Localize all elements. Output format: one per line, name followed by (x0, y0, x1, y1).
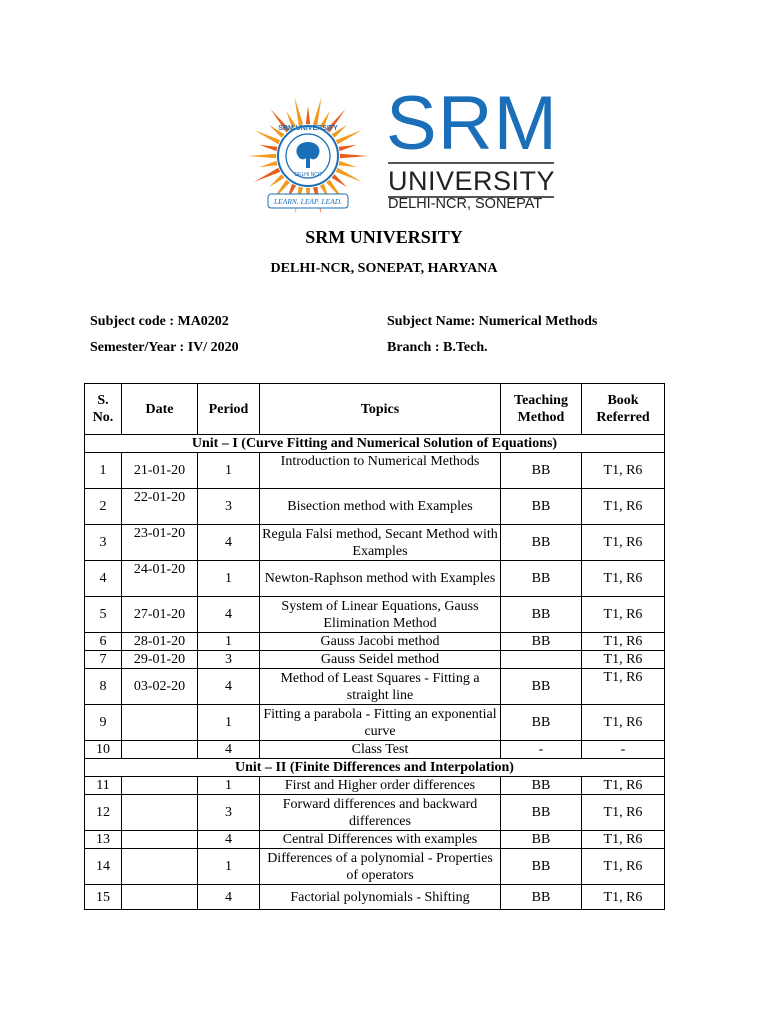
cell-book: T1, R6 (582, 597, 665, 633)
unit-1-heading: Unit – I (Curve Fitting and Numerical Solution of Equations) (85, 435, 665, 453)
cell-period: 1 (198, 561, 260, 597)
cell-book: T1, R6 (582, 651, 665, 669)
table-row (85, 489, 665, 525)
cell-method: BB (501, 705, 582, 741)
sun-ray (248, 154, 276, 158)
sun-ray (340, 154, 368, 158)
page-title: SRM UNIVERSITY (305, 227, 463, 247)
cell-date: 28-01-20 (122, 633, 198, 651)
cell-sno: 13 (85, 831, 122, 849)
cell-period: 3 (198, 489, 260, 525)
cell-period: 1 (198, 705, 260, 741)
cell-date (122, 741, 198, 759)
cell-sno: 11 (85, 777, 122, 795)
cell-topic: Method of Least Squares - Fitting a straight line (260, 669, 501, 705)
lesson-plan-table (84, 383, 665, 910)
cell-book: T1, R6 (582, 885, 665, 910)
table-row (85, 885, 665, 910)
cell-topic: Central Differences with examples (260, 831, 501, 849)
cell-book: T1, R6 (582, 795, 665, 831)
cell-method: BB (501, 453, 582, 489)
sun-ray (306, 106, 310, 124)
header-date: Date (122, 384, 198, 435)
cell-date: 23-01-20 (122, 525, 198, 561)
cell-method: BB (501, 669, 582, 705)
cell-method: BB (501, 561, 582, 597)
cell-date: 24-01-20 (122, 561, 198, 597)
cell-book: T1, R6 (582, 669, 665, 705)
cell-sno: 14 (85, 849, 122, 885)
sun-ray (295, 98, 304, 126)
sun-ray (339, 161, 357, 167)
cell-method: BB (501, 795, 582, 831)
cell-book: T1, R6 (582, 453, 665, 489)
cell-book: T1, R6 (582, 489, 665, 525)
header-period: Period (198, 384, 260, 435)
cell-period: 1 (198, 849, 260, 885)
table-row (85, 597, 665, 633)
cell-period: 4 (198, 525, 260, 561)
table-row (85, 849, 665, 885)
table-row (85, 831, 665, 849)
cell-period: 4 (198, 597, 260, 633)
cell-date (122, 885, 198, 910)
sun-emblem-icon (246, 94, 370, 218)
header-book-referred: Book Referred (582, 384, 665, 435)
table-row (85, 651, 665, 669)
sun-ray (313, 98, 322, 126)
cell-sno: 2 (85, 489, 122, 525)
cell-period: 1 (198, 777, 260, 795)
table-row (85, 525, 665, 561)
cell-topic: System of Linear Equations, Gauss Elimination Method (260, 597, 501, 633)
cell-sno: 10 (85, 741, 122, 759)
cell-sno: 4 (85, 561, 122, 597)
cell-sno: 15 (85, 885, 122, 910)
cell-period: 4 (198, 885, 260, 910)
table-header-row (85, 384, 665, 435)
header-topics: Topics (260, 384, 501, 435)
cell-period: 1 (198, 453, 260, 489)
table-row (85, 777, 665, 795)
cell-topic: Gauss Jacobi method (260, 633, 501, 651)
cell-book: - (582, 741, 665, 759)
sun-ray (259, 161, 277, 167)
cell-date (122, 777, 198, 795)
cell-date: 27-01-20 (122, 597, 198, 633)
cell-topic: Fitting a parabola - Fitting an exponential curve (260, 705, 501, 741)
unit-2-heading: Unit – II (Finite Differences and Interpolation) (85, 759, 665, 777)
cell-topic: Class Test (260, 741, 501, 759)
sun-ray (339, 145, 357, 151)
table-row (85, 705, 665, 741)
cell-method: BB (501, 777, 582, 795)
cell-topic: Forward differences and backward differences (260, 795, 501, 831)
cell-sno: 7 (85, 651, 122, 669)
cell-topic: First and Higher order differences (260, 777, 501, 795)
cell-topic: Introduction to Numerical Methods (260, 453, 501, 489)
cell-date: 21-01-20 (122, 453, 198, 489)
cell-date: 03-02-20 (122, 669, 198, 705)
cell-book: T1, R6 (582, 561, 665, 597)
cell-topic: Regula Falsi method, Secant Method with Examples (260, 525, 501, 561)
sun-ray (332, 174, 348, 187)
table-row (85, 633, 665, 651)
cell-date (122, 795, 198, 831)
cell-book: T1, R6 (582, 849, 665, 885)
table-row (85, 453, 665, 489)
cell-book: T1, R6 (582, 777, 665, 795)
branch: Branch : B.Tech. (387, 340, 488, 355)
emblem-inner-text: DELHI NCR (294, 172, 322, 178)
cell-period: 3 (198, 795, 260, 831)
cell-topic: Gauss Seidel method (260, 651, 501, 669)
cell-date (122, 831, 198, 849)
cell-date (122, 705, 198, 741)
cell-method (501, 651, 582, 669)
cell-sno: 6 (85, 633, 122, 651)
cell-topic: Factorial polynomials - Shifting (260, 885, 501, 910)
header-sno: S. No. (85, 384, 122, 435)
cell-period: 1 (198, 633, 260, 651)
cell-book: T1, R6 (582, 525, 665, 561)
brand-name: SRM (386, 81, 558, 166)
header-teaching-method: Teaching Method (501, 384, 582, 435)
cell-date: 29-01-20 (122, 651, 198, 669)
cell-topic: Differences of a polynomial - Properties of operators (260, 849, 501, 885)
cell-method: BB (501, 849, 582, 885)
subject-name: Subject Name: Numerical Methods (387, 314, 598, 329)
cell-period: 4 (198, 741, 260, 759)
brand-university: UNIVERSITY (388, 162, 554, 198)
emblem-top-text: SRM UNIVERSITY (278, 125, 338, 132)
cell-method: BB (501, 489, 582, 525)
cell-method: BB (501, 831, 582, 849)
cell-method: BB (501, 525, 582, 561)
unit-heading-row (85, 435, 665, 453)
sun-ray (259, 145, 277, 151)
cell-book: T1, R6 (582, 705, 665, 741)
cell-sno: 1 (85, 453, 122, 489)
cell-topic: Newton-Raphson method with Examples (260, 561, 501, 597)
unit-heading-row (85, 759, 665, 777)
semester-year: Semester/Year : IV/ 2020 (90, 340, 239, 355)
cell-date: 22-01-20 (122, 489, 198, 525)
cell-sno: 3 (85, 525, 122, 561)
page-subtitle: DELHI-NCR, SONEPAT, HARYANA (270, 261, 498, 276)
cell-sno: 12 (85, 795, 122, 831)
table-row (85, 561, 665, 597)
cell-sno: 5 (85, 597, 122, 633)
sun-ray (269, 174, 285, 187)
cell-book: T1, R6 (582, 633, 665, 651)
motto-text: LEARN. LEAP. LEAD. (274, 197, 342, 206)
table-row (85, 795, 665, 831)
cell-period: 4 (198, 669, 260, 705)
cell-method: BB (501, 885, 582, 910)
cell-method: BB (501, 633, 582, 651)
srm-logo (246, 81, 558, 218)
brand-location: DELHI-NCR, SONEPAT (388, 196, 543, 212)
table-row (85, 741, 665, 759)
cell-book: T1, R6 (582, 831, 665, 849)
cell-topic: Bisection method with Examples (260, 489, 501, 525)
cell-method: - (501, 741, 582, 759)
cell-period: 3 (198, 651, 260, 669)
table-row (85, 669, 665, 705)
cell-period: 4 (198, 831, 260, 849)
cell-method: BB (501, 597, 582, 633)
cell-date (122, 849, 198, 885)
subject-code: Subject code : MA0202 (90, 314, 229, 329)
cell-sno: 8 (85, 669, 122, 705)
cell-sno: 9 (85, 705, 122, 741)
